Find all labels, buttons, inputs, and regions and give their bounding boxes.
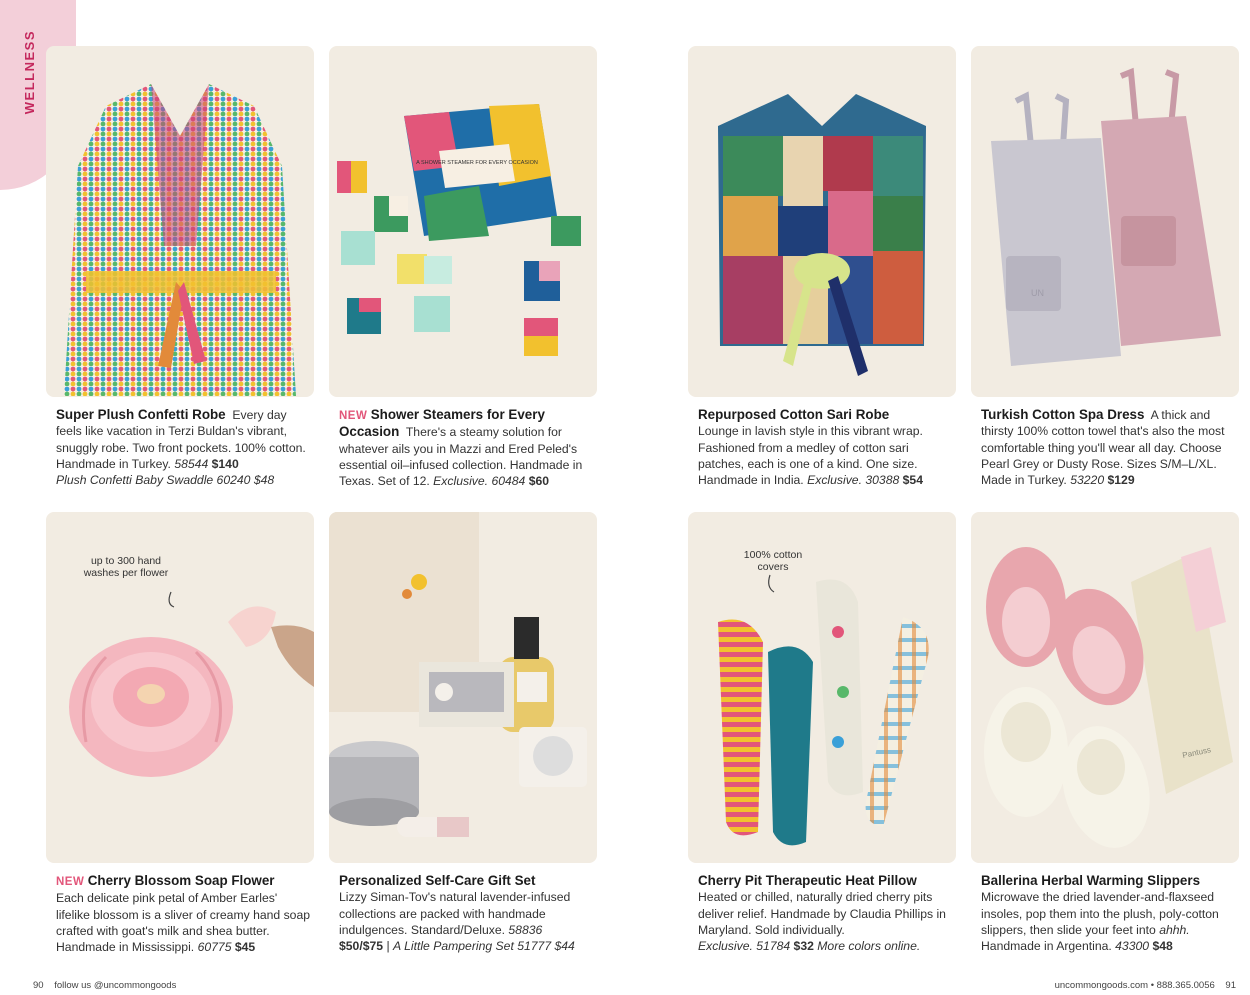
product-description: Lizzy Siman-Tov's natural lavender-infused collections are packed with handmade indulgences. Standard/Deluxe. xyxy=(339,890,571,937)
product-price: $50/$75 xyxy=(339,939,384,954)
exclusive-tag: Exclusive. xyxy=(433,474,489,489)
heat-pillow-illustration xyxy=(688,512,956,863)
product-caption: Personalized Self-Care Gift Set Lizzy Siman-Tov's natural lavender-infused collections are packed with handmade indulgences. Standard/Deluxe. 58836 $50/$75 | A Little Pampering Set 51777 $44 xyxy=(339,873,575,954)
product-price: $48 xyxy=(1152,939,1173,954)
product-description: A thick and thirsty 100% cotton towel that's also the most comfortable thing you'll wear all day. Choose Pearl Grey or Dusty Rose. Sizes S/M–L/XL. Made in Turkey. xyxy=(981,408,1225,488)
svg-text:UN: UN xyxy=(1031,288,1044,298)
product-photo-shower-steamers[interactable] xyxy=(329,46,597,397)
product-price: $60 xyxy=(528,474,550,489)
related-item: Plush Confetti Baby Swaddle 60240 $48 xyxy=(56,473,275,488)
item-number: 58544 xyxy=(174,456,209,471)
steamer-box-label: A SHOWER STEAMER FOR EVERY OCCASION xyxy=(416,160,538,166)
sari-robe-illustration xyxy=(688,46,956,397)
item-number: 60484 xyxy=(491,474,526,489)
product-price: $32 xyxy=(793,939,814,954)
item-number: 30388 xyxy=(865,473,900,488)
product-photo-heat-pillow[interactable] xyxy=(688,512,956,863)
product-description: There's a steamy solution for whatever ails you in Mazzi and Ered Peled's essential oil–infused collection. Handmade in Texas. Set of 12. xyxy=(339,425,583,489)
product-photo-gift-set[interactable] xyxy=(329,512,597,863)
new-badge: NEW xyxy=(56,876,85,888)
slippers-illustration xyxy=(971,512,1239,863)
product-name[interactable]: Cherry Pit Therapeutic Heat Pillow xyxy=(698,873,917,888)
product-description: Every day feels like vacation in Terzi Buldan's vibrant, snuggly robe. Two front pockets. 100% cotton. Handmade in Turkey. xyxy=(56,408,306,471)
related-item: A Little Pampering Set 51777 $44 xyxy=(393,939,575,954)
footer-right xyxy=(1055,980,1236,991)
product-price: $54 xyxy=(902,473,923,488)
product-caption xyxy=(698,873,952,954)
item-number: 60775 xyxy=(197,940,232,955)
product-description: Heated or chilled, naturally dried cherry pits deliver relief. Handmade by Claudia Phillips in Maryland. Sold individually. xyxy=(698,890,946,937)
pouch-brand: Pantuss xyxy=(1181,745,1212,760)
gift-set-illustration xyxy=(329,512,597,863)
product-name[interactable]: Cherry Blossom Soap Flower xyxy=(87,873,275,888)
section-label: WELLNESS xyxy=(22,30,37,115)
photo-annotation: up to 300 hand washes per flower xyxy=(83,555,169,579)
annotation-arrow xyxy=(769,575,774,592)
exclusive-tag: Exclusive. xyxy=(807,473,862,488)
product-caption xyxy=(981,407,1235,488)
more-colors-note: More colors online. xyxy=(817,939,921,954)
product-caption xyxy=(981,873,1235,954)
page-number-left: 90 xyxy=(33,980,44,991)
product-caption xyxy=(56,873,310,955)
product-name[interactable]: Personalized Self-Care Gift Set xyxy=(339,873,536,888)
annotation-arrow xyxy=(169,592,174,607)
product-description: Each delicate pink petal of Amber Earles' lifelike blossom is a sliver of creamy hand soap crafted with goat's milk and shea butter. Handmade in Mississippi. xyxy=(56,891,311,955)
robe-illustration xyxy=(46,46,314,397)
product-caption xyxy=(698,407,952,488)
product-price: $140 xyxy=(211,456,239,471)
product-description: Microwave the dried lavender-and-flaxseed insoles, pop them into the plush, poly-cotton slippers, then slide your feet into xyxy=(981,890,1219,937)
item-number: 43300 xyxy=(1115,939,1150,954)
website-phone[interactable]: uncommongoods.com • 888.365.0056 xyxy=(1054,980,1215,991)
item-number: 53220 xyxy=(1070,473,1105,488)
footer-left xyxy=(33,980,176,991)
product-caption xyxy=(56,407,310,488)
product-price: $129 xyxy=(1107,473,1135,488)
product-caption xyxy=(339,407,593,489)
product-price: $45 xyxy=(234,940,256,955)
product-description-origin: Handmade in Argentina. xyxy=(981,939,1112,954)
product-name[interactable]: Shower Steamers for Every Occasion xyxy=(339,407,545,440)
steamer-box-illustration xyxy=(329,46,597,397)
product-photo-sari-robe[interactable] xyxy=(688,46,956,397)
product-photo-confetti-robe[interactable] xyxy=(46,46,314,397)
product-photo-spa-dress[interactable] xyxy=(971,46,1239,397)
product-name[interactable]: Repurposed Cotton Sari Robe xyxy=(698,407,890,422)
product-name[interactable]: Ballerina Herbal Warming Slippers xyxy=(981,873,1201,888)
item-number: 58836 xyxy=(508,922,543,937)
product-description: Lounge in lavish style in this vibrant wrap. Fashioned from a medley of cotton sari patches, each is one of a kind. One size. Handmade in India. xyxy=(698,424,923,488)
product-photo-slippers[interactable] xyxy=(971,512,1239,863)
exclusive-tag: Exclusive. xyxy=(698,939,753,954)
product-description-emphasis: ahhh. xyxy=(1159,922,1190,937)
product-name[interactable]: Turkish Cotton Spa Dress xyxy=(981,407,1145,422)
item-number: 51784 xyxy=(756,939,791,954)
spa-dress-illustration xyxy=(971,46,1239,397)
page-number-right: 91 xyxy=(1225,980,1236,991)
new-badge: NEW xyxy=(339,410,368,422)
photo-annotation: 100% cotton covers xyxy=(743,549,803,573)
social-handle[interactable]: follow us @uncommongoods xyxy=(54,980,177,991)
product-name[interactable]: Super Plush Confetti Robe xyxy=(56,407,226,422)
